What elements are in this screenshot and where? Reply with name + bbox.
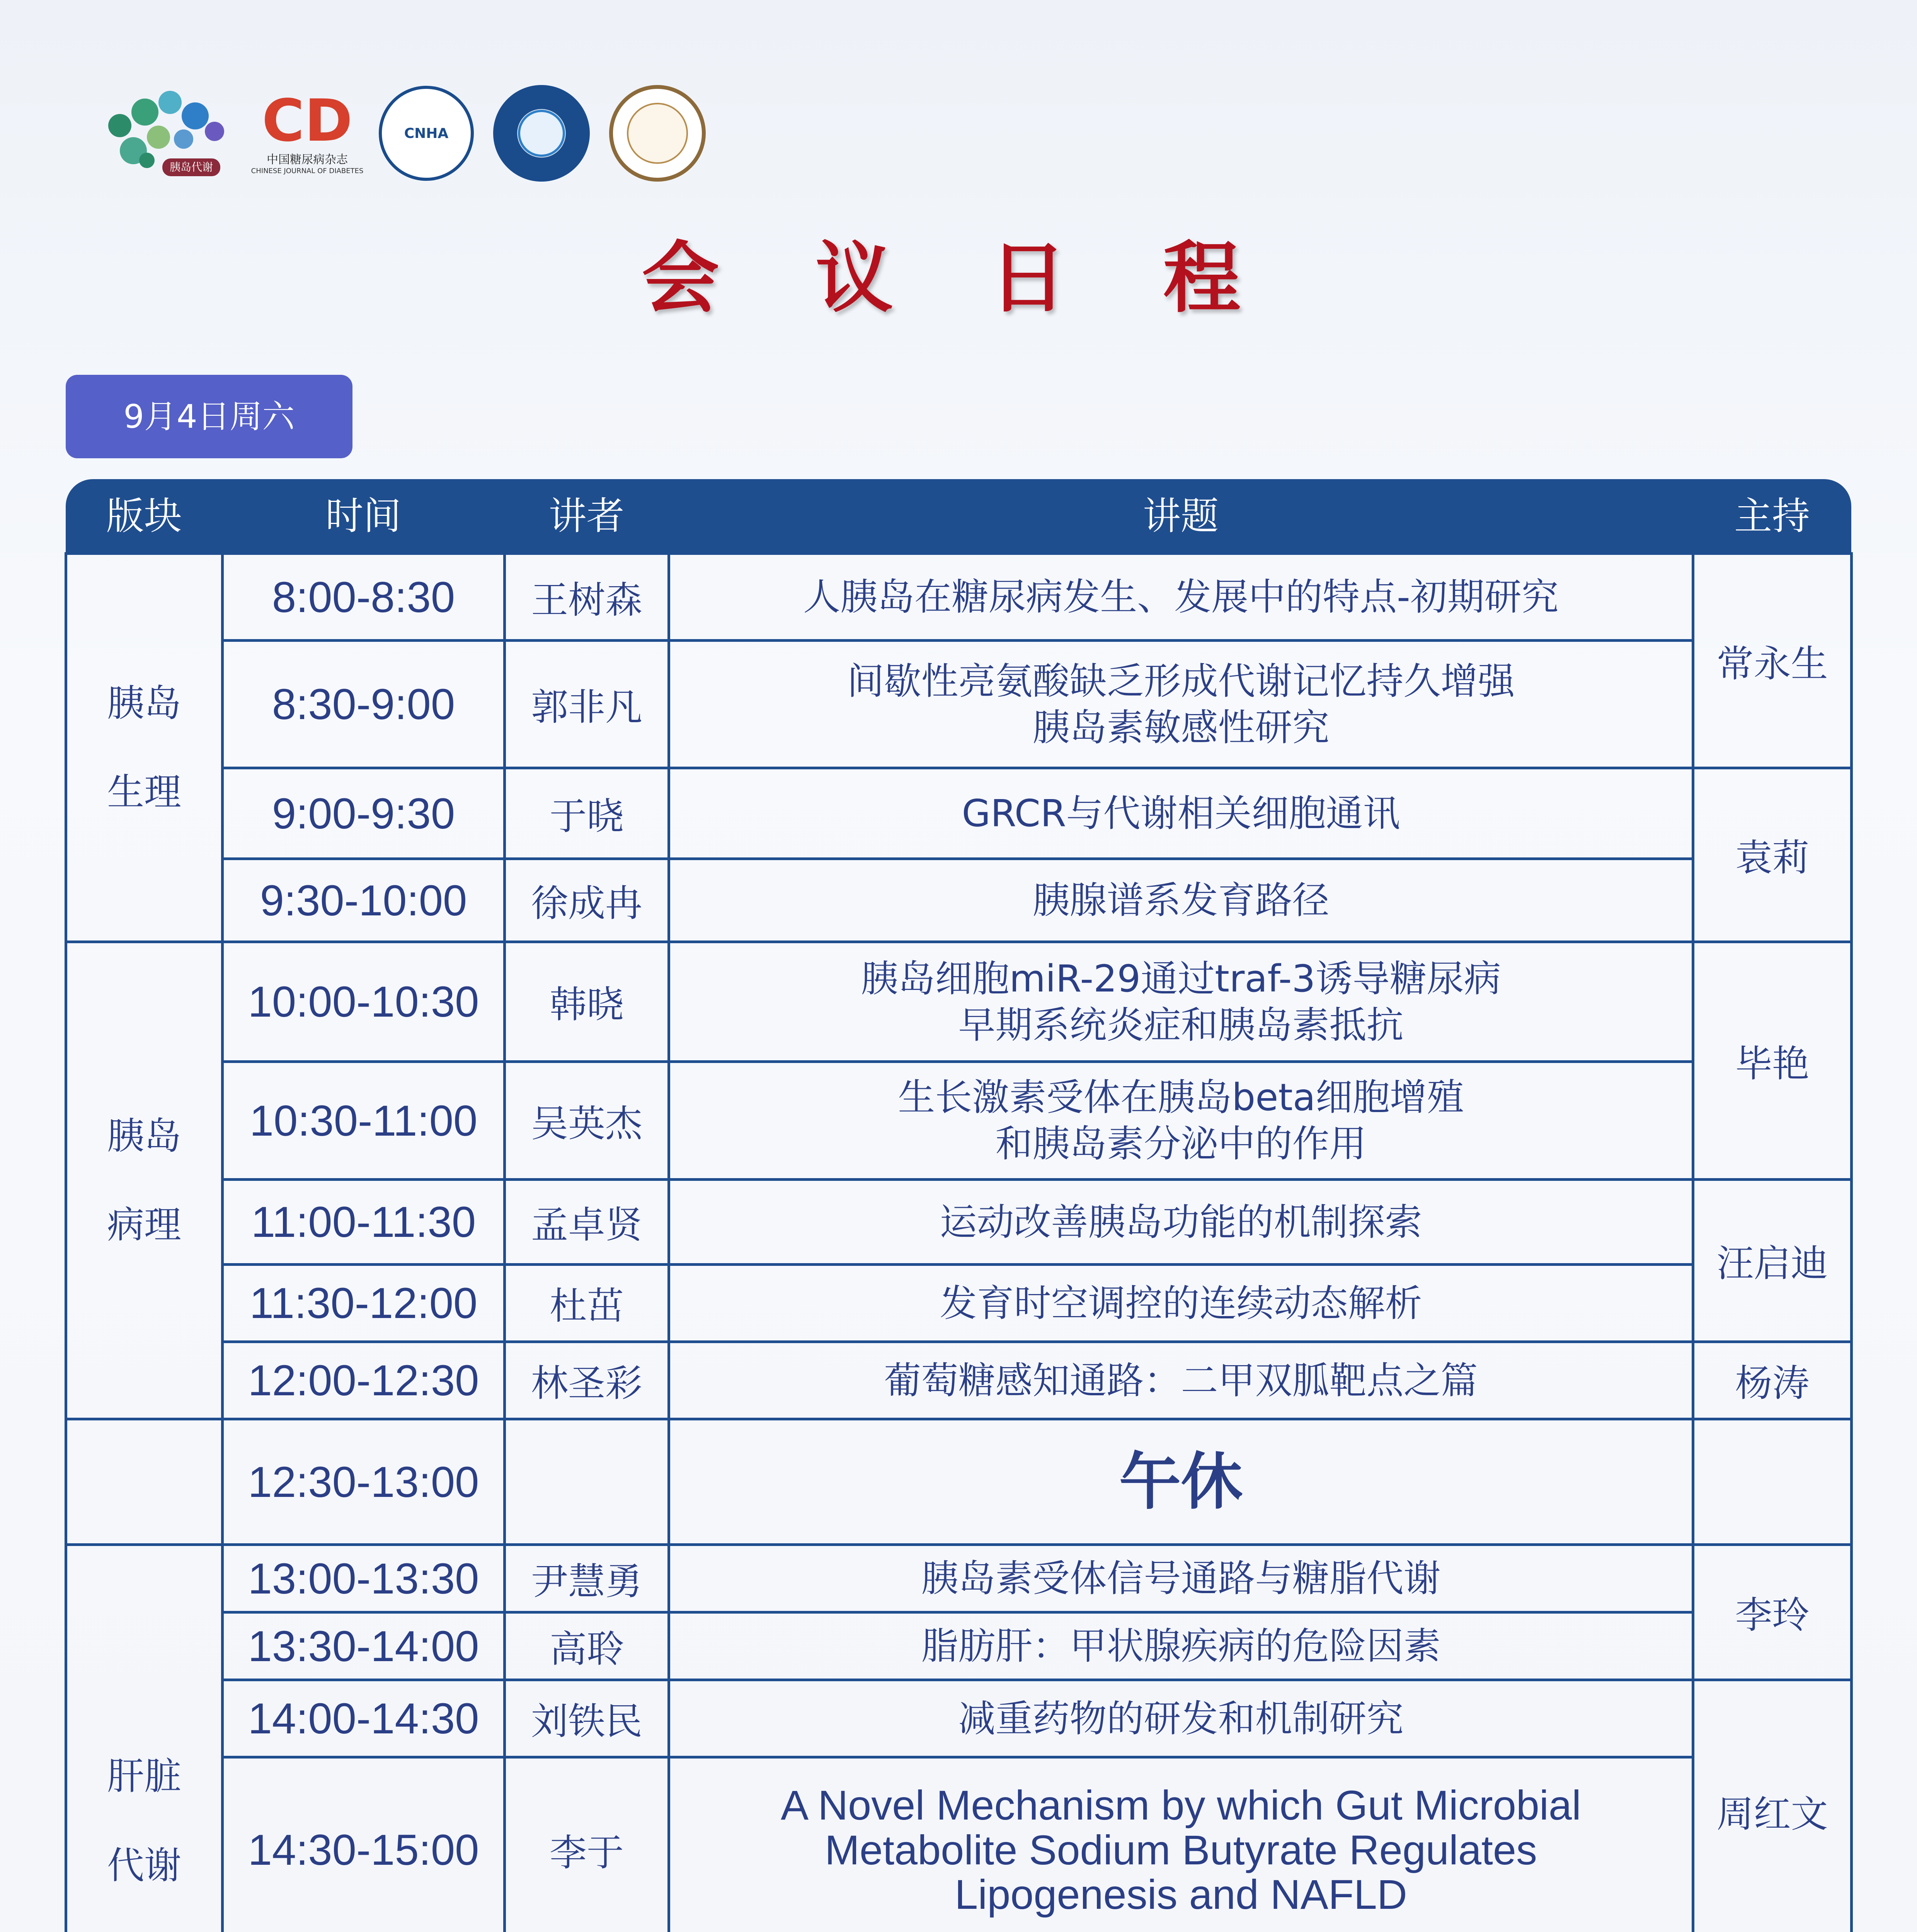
talk-topic: 葡萄糖感知通路：二甲双胍靶点之篇 <box>667 1340 1694 1420</box>
session-time: 12:30-13:00 <box>221 1418 506 1546</box>
speaker-name: 王树森 <box>503 552 670 642</box>
header-block: 版块 <box>106 494 182 538</box>
speaker-name: 韩晓 <box>503 940 670 1063</box>
talk-topic: 减重药物的研发和机制研究 <box>667 1679 1694 1759</box>
cnha-logo <box>379 86 474 181</box>
date-tab[interactable]: 9月4日周六 <box>66 375 352 458</box>
header-speaker: 讲者 <box>548 494 625 538</box>
speaker-name: 李于 <box>503 1756 670 1932</box>
session-time: 9:30-10:00 <box>221 857 506 943</box>
header-time: 时间 <box>325 494 401 538</box>
session-time: 9:00-9:30 <box>221 767 506 860</box>
host-name: 李玲 <box>1692 1543 1853 1681</box>
speaker-name: 刘铁民 <box>503 1679 670 1759</box>
session-time: 11:00-11:30 <box>221 1178 506 1266</box>
host-name: 袁莉 <box>1692 767 1853 943</box>
speaker-name: 杜茁 <box>503 1263 670 1343</box>
cnha-text: CNHA <box>404 125 449 141</box>
university-seal-logo <box>609 85 706 182</box>
talk-topic: 胰腺谱系发育路径 <box>667 857 1694 943</box>
header-host: 主持 <box>1734 494 1810 538</box>
speaker-name: 徐成冉 <box>503 857 670 943</box>
talk-topic: 胰岛素受体信号通路与糖脂代谢 <box>667 1543 1694 1614</box>
speaker-name: 郭非凡 <box>503 639 670 769</box>
seal-inner-icon <box>518 110 565 157</box>
header-topic: 讲题 <box>1142 494 1219 538</box>
speaker-name: 吴英杰 <box>503 1060 670 1181</box>
talk-topic: 发育时空调控的连续动态解析 <box>667 1263 1694 1343</box>
journal-name-cn: 中国糖尿病杂志 <box>267 153 348 167</box>
session-time: 11:30-12:00 <box>221 1263 506 1343</box>
talk-topic: 间歇性亮氨酸缺乏形成代谢记忆持久增强 胰岛素敏感性研究 <box>667 639 1694 769</box>
schedule-table <box>66 479 1851 1932</box>
session-time: 14:30-15:00 <box>221 1756 506 1932</box>
block-label: 胰岛 病理 <box>65 940 224 1420</box>
journal-name-en: CHINESE JOURNAL OF DIABETES <box>251 167 364 175</box>
islet-metabolism-tag: 胰岛代谢 <box>162 158 220 176</box>
cd-mark: CD <box>262 87 353 155</box>
block-label: 胰岛 生理 <box>65 552 224 943</box>
islet-metabolism-logo <box>97 83 236 184</box>
host-name <box>1692 1418 1853 1546</box>
talk-topic: 脂肪肝：甲状腺疾病的危险因素 <box>667 1611 1694 1681</box>
host-name: 常永生 <box>1692 552 1853 769</box>
session-time: 8:30-9:00 <box>221 639 506 769</box>
speaker-name: 尹慧勇 <box>503 1543 670 1614</box>
speaker-name: 孟卓贤 <box>503 1178 670 1266</box>
speaker-name: 高聆 <box>503 1611 670 1681</box>
session-time: 10:30-11:00 <box>221 1060 506 1181</box>
talk-topic: GRCR与代谢相关细胞通讯 <box>667 767 1694 860</box>
session-time: 14:00-14:30 <box>221 1679 506 1759</box>
host-name: 汪启迪 <box>1692 1178 1853 1343</box>
page-title: 会 议 日 程 <box>642 233 1275 323</box>
speaker-name: 林圣彩 <box>503 1340 670 1420</box>
talk-topic: 胰岛细胞miR-29通过traf-3诱导糖尿病 早期系统炎症和胰岛素抵抗 <box>667 940 1694 1063</box>
talk-topic: 生长激素受体在胰岛beta细胞增殖 和胰岛素分泌中的作用 <box>667 1060 1694 1181</box>
session-time: 8:00-8:30 <box>221 552 506 642</box>
host-name: 杨涛 <box>1692 1340 1853 1420</box>
host-name: 毕艳 <box>1692 940 1853 1181</box>
block-label: 肝脏 代谢 <box>65 1543 224 1932</box>
talk-topic: 运动改善胰岛功能的机制探索 <box>667 1178 1694 1266</box>
seal-inner-icon <box>627 103 688 164</box>
session-time: 13:00-13:30 <box>221 1543 506 1614</box>
talk-topic: 人胰岛在糖尿病发生、发展中的特点-初期研究 <box>667 552 1694 642</box>
session-time: 12:00-12:30 <box>221 1340 506 1420</box>
logo-bar <box>97 83 706 184</box>
speaker-name <box>503 1418 670 1546</box>
table-body <box>66 553 1851 1932</box>
block-label <box>65 1418 224 1546</box>
speaker-name: 于晓 <box>503 767 670 860</box>
talk-topic: A Novel Mechanism by which Gut Microbial Metabolite Sodium Butyrate Regulates Lipogenesis and NAFLD <box>667 1756 1694 1932</box>
session-time: 13:30-14:00 <box>221 1611 506 1681</box>
chinese-journal-of-diabetes-logo <box>251 83 364 184</box>
table-header <box>66 479 1851 553</box>
association-seal-logo <box>493 85 590 182</box>
talk-topic: 午休 <box>667 1418 1694 1546</box>
session-time: 10:00-10:30 <box>221 940 506 1063</box>
host-name: 周红文 <box>1692 1679 1853 1932</box>
